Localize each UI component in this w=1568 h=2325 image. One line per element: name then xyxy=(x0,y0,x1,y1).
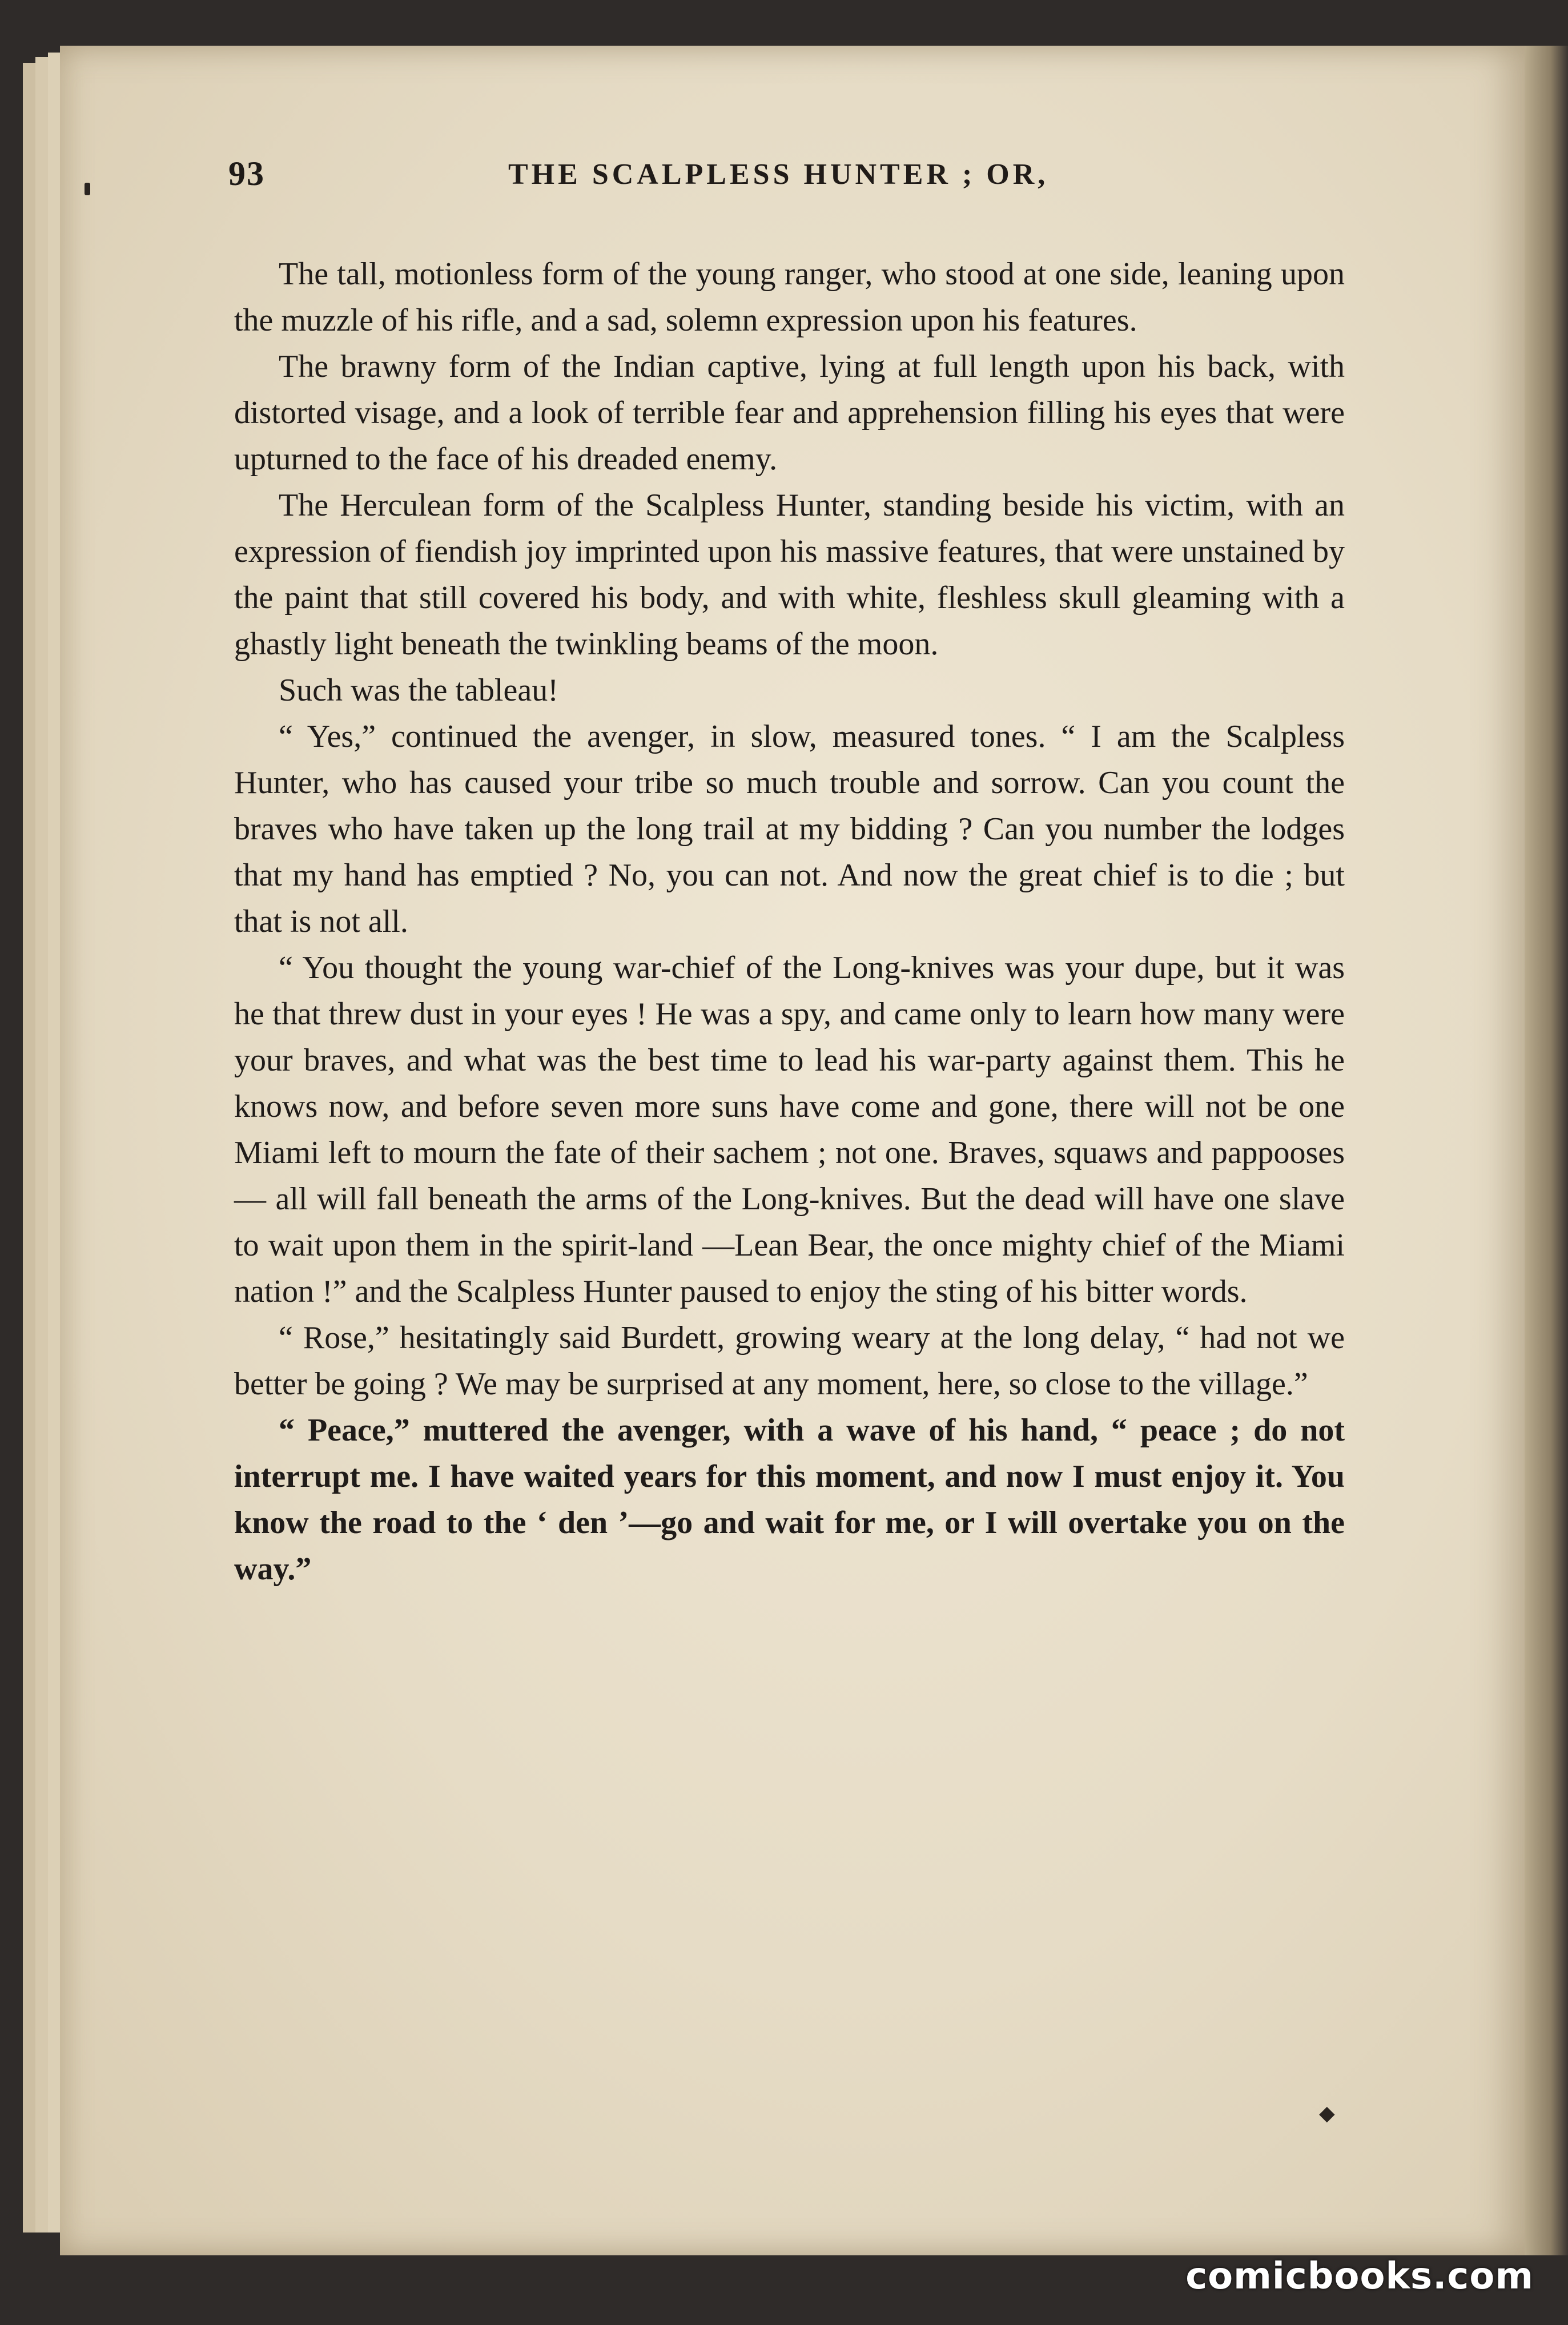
paragraph: Such was the tableau! xyxy=(279,673,558,708)
printer-mark: ◆ xyxy=(1319,2102,1335,2125)
paragraph: “ Yes,” continued the avenger, in slow, measured tones. “ I am the Scalpless Hunter, who has caused your tribe so much trouble and sorrow. Can you count the braves who have taken up the long trail at my bidding ? Can you number the lodges that my hand has emptied ? No, you can not. And now the great chief is to die ; but that is not all. xyxy=(234,719,1345,939)
watermark: comicbooks.com xyxy=(1185,2255,1534,2298)
paragraph: “ Rose,” hesitatingly said Burdett, growing weary at the long delay, “ had not we better be going ? We may be surprised at any moment, here, so close to the village.” xyxy=(234,1320,1345,1402)
page-gutter xyxy=(1525,46,1568,2255)
binding-mark xyxy=(85,183,90,195)
paragraph: “ You thought the young war-chief of the Long-knives was your dupe, but it was he that threw dust in your eyes ! He was a spy, and came only to learn how many were your braves, and what was the best time to lead his war-party against them. This he knows now, and before seven more suns have come and gone, there will not be one Miami left to mourn the fate of their sachem ; not one. Braves, squaws and pappooses— all will fall beneath the arms of the Long-knives. But the dead will have one slave to wait upon them in the spirit-land —Lean Bear, the once mighty chief of the Miami nation !” and the Scalpless Hunter paused to enjoy the sting of his bitter words. xyxy=(234,950,1345,1309)
paragraph: The Herculean form of the Scalpless Hunter, standing beside his victim, with an expression of fiendish joy imprinted upon his massive features, that were unstained by the paint that still covered his body, and with white, fleshless skull gleaming with a ghastly light beneath the twinkling beams of the moon. xyxy=(234,488,1345,662)
running-title: THE SCALPLESS HUNTER ; OR, xyxy=(508,158,1049,191)
paragraph: The brawny form of the Indian captive, lying at full length upon his back, with distorted visage, and a look of terrible fear and apprehension filling his eyes that were upturned to the face of his dreaded enemy. xyxy=(234,349,1345,477)
running-head xyxy=(228,154,1388,200)
paragraph: The tall, motionless form of the young ranger, who stood at one side, leaning upon the muzzle of his rifle, and a sad, solemn expression upon his features. xyxy=(234,256,1345,338)
page-number: 93 xyxy=(228,155,265,192)
body-text xyxy=(234,251,1345,1592)
paragraph: “ Peace,” muttered the avenger, with a wave of his hand, “ peace ; do not interrupt me. I have waited years for this moment, and now I must enjoy it. You know the road to the ‘ den ’—go and wait for me, or I will overtake you on the way.” xyxy=(234,1413,1345,1587)
